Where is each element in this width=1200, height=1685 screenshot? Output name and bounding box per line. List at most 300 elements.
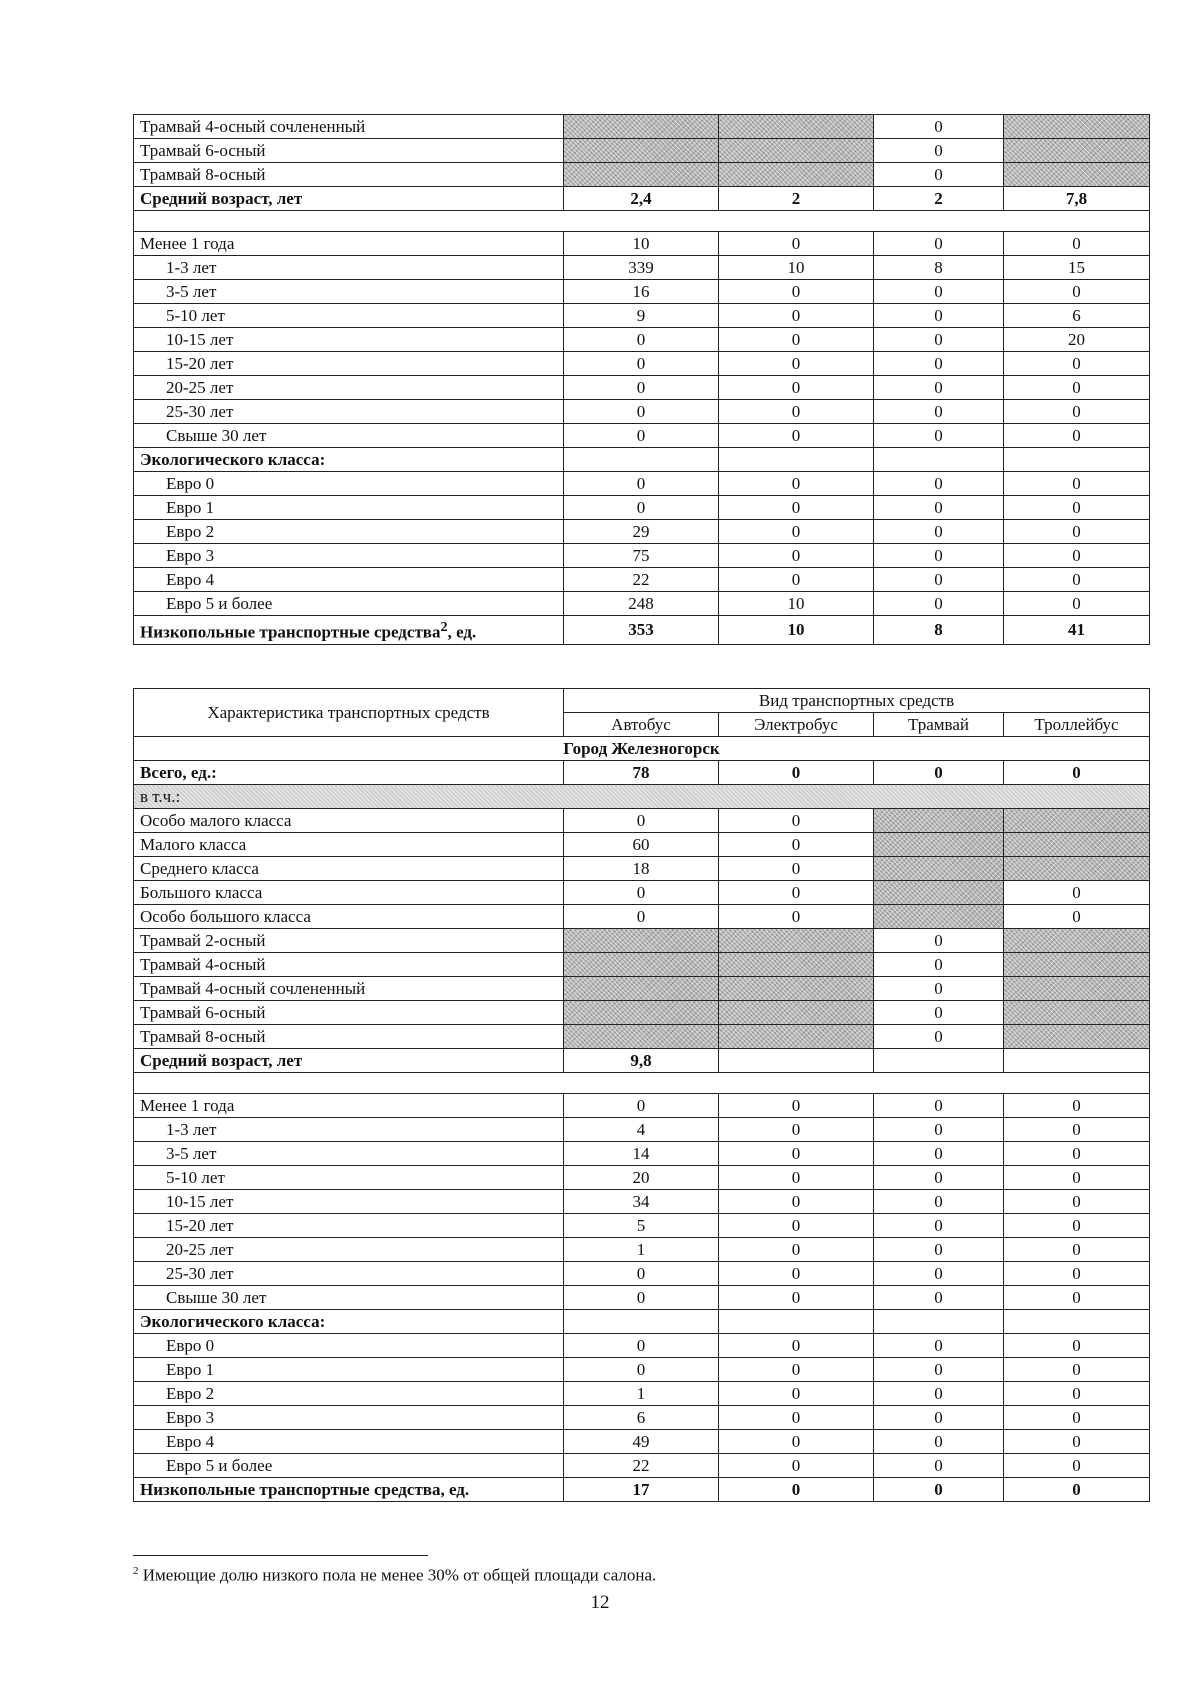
row-label: Среднего класса	[134, 857, 564, 881]
cell-tram: 0	[874, 424, 1004, 448]
empty-cell	[564, 448, 719, 472]
hatched-cell	[1004, 809, 1150, 833]
row-label: Евро 4	[134, 568, 564, 592]
spacer-row	[134, 1073, 1150, 1094]
cell-bus: 0	[564, 809, 719, 833]
table-row	[134, 809, 1150, 833]
cell-bus: 0	[564, 1094, 719, 1118]
cell-ebus: 0	[719, 1094, 874, 1118]
hatched-cell	[874, 833, 1004, 857]
table-row	[134, 1094, 1150, 1118]
cell-tram: 0	[874, 953, 1004, 977]
empty-cell	[1004, 1310, 1150, 1334]
cell-ebus: 0	[719, 1382, 874, 1406]
including-label: в т.ч.:	[134, 785, 1150, 809]
empty-cell	[564, 1310, 719, 1334]
cell-tram: 0	[874, 1286, 1004, 1310]
row-label: Особо большого класса	[134, 905, 564, 929]
cell-ebus: 0	[719, 544, 874, 568]
table-row	[134, 905, 1150, 929]
row-label: Евро 5 и более	[134, 1454, 564, 1478]
table-row	[134, 115, 1150, 139]
cell-bus: 29	[564, 520, 719, 544]
header-ebus: Электробус	[719, 713, 874, 737]
cell-trolley: 15	[1004, 256, 1150, 280]
cell-bus: 18	[564, 857, 719, 881]
cell-ebus: 10	[719, 616, 874, 645]
row-label: Евро 3	[134, 544, 564, 568]
cell-ebus: 0	[719, 1286, 874, 1310]
cell-ebus: 0	[719, 1190, 874, 1214]
cell-trolley: 0	[1004, 352, 1150, 376]
footnote-text: Имеющие долю низкого пола не менее 30% от общей площади салона.	[142, 1565, 657, 1585]
row-label: Низкопольные транспортные средства, ед.	[134, 1478, 564, 1502]
cell-ebus: 0	[719, 472, 874, 496]
cell-ebus: 0	[719, 1478, 874, 1502]
cell-ebus: 0	[719, 424, 874, 448]
row-label: Трамвай 6-осный	[134, 1001, 564, 1025]
row-label: 3-5 лет	[134, 280, 564, 304]
row-label: Средний возраст, лет	[134, 1049, 564, 1073]
hatched-cell	[1004, 929, 1150, 953]
cell-bus: 1	[564, 1382, 719, 1406]
hatched-cell	[564, 115, 719, 139]
table-row	[134, 592, 1150, 616]
cell-tram: 0	[874, 977, 1004, 1001]
hatched-cell	[719, 953, 874, 977]
hatched-cell	[1004, 163, 1150, 187]
cell-trolley: 0	[1004, 1406, 1150, 1430]
cell-tram: 0	[874, 115, 1004, 139]
row-label-lowfloor	[134, 616, 564, 645]
cell-bus: 0	[564, 1286, 719, 1310]
hatched-cell	[719, 1001, 874, 1025]
cell-bus: 9	[564, 304, 719, 328]
cell-tram: 0	[874, 1238, 1004, 1262]
table-row	[134, 568, 1150, 592]
cell-tram: 0	[874, 761, 1004, 785]
cell-tram: 0	[874, 139, 1004, 163]
cell-tram: 0	[874, 1025, 1004, 1049]
row-label: Большого класса	[134, 881, 564, 905]
hatched-cell	[564, 163, 719, 187]
table-row	[134, 376, 1150, 400]
empty-cell	[719, 1310, 874, 1334]
cell-trolley: 0	[1004, 1478, 1150, 1502]
cell-trolley: 0	[1004, 280, 1150, 304]
cell-trolley: 0	[1004, 568, 1150, 592]
table-row	[134, 496, 1150, 520]
cell-trolley: 0	[1004, 1142, 1150, 1166]
table-row	[134, 328, 1150, 352]
cell-tram: 0	[874, 352, 1004, 376]
cell-bus: 78	[564, 761, 719, 785]
row-label: Евро 1	[134, 496, 564, 520]
row-label: Трамвай 4-осный	[134, 953, 564, 977]
cell-ebus: 0	[719, 905, 874, 929]
cell-trolley: 20	[1004, 328, 1150, 352]
cell-bus: 0	[564, 496, 719, 520]
cell-trolley: 0	[1004, 232, 1150, 256]
cell-tram: 0	[874, 1118, 1004, 1142]
row-label: Всего, ед.:	[134, 761, 564, 785]
row-label: Евро 1	[134, 1358, 564, 1382]
cell-bus: 22	[564, 1454, 719, 1478]
cell-bus: 0	[564, 1358, 719, 1382]
cell-bus: 10	[564, 232, 719, 256]
cell-bus: 353	[564, 616, 719, 645]
table-row	[134, 232, 1150, 256]
table2-body	[134, 689, 1150, 1502]
cell-bus: 4	[564, 1118, 719, 1142]
hatched-cell	[1004, 953, 1150, 977]
table-zheleznogorsk	[133, 688, 1150, 1502]
cell-tram: 0	[874, 1334, 1004, 1358]
cell-trolley: 0	[1004, 881, 1150, 905]
row-label: Экологического класса:	[134, 1310, 564, 1334]
hatched-cell	[564, 1025, 719, 1049]
cell-bus: 0	[564, 881, 719, 905]
cell-ebus: 0	[719, 232, 874, 256]
hatched-cell	[719, 115, 874, 139]
table-row	[134, 857, 1150, 881]
page-number: 12	[590, 1592, 610, 1613]
header-bus: Автобус	[564, 713, 719, 737]
table-row-low-floor	[134, 1478, 1150, 1502]
hatched-cell	[874, 809, 1004, 833]
table-row	[134, 1238, 1150, 1262]
hatched-cell	[1004, 139, 1150, 163]
lowfloor-label-text: Низкопольные транспортные средства	[140, 622, 441, 642]
footnote-mark: 2	[133, 1565, 139, 1577]
cell-tram: 0	[874, 376, 1004, 400]
table-row	[134, 256, 1150, 280]
cell-ebus: 0	[719, 328, 874, 352]
table-header-row	[134, 689, 1150, 713]
table-row	[134, 424, 1150, 448]
hatched-cell	[1004, 115, 1150, 139]
cell-tram: 0	[874, 1166, 1004, 1190]
empty-cell	[874, 448, 1004, 472]
cell-bus: 14	[564, 1142, 719, 1166]
cell-bus: 34	[564, 1190, 719, 1214]
spacer-cell	[134, 211, 1150, 232]
cell-tram: 0	[874, 1406, 1004, 1430]
cell-trolley: 0	[1004, 1262, 1150, 1286]
hatched-cell	[564, 953, 719, 977]
table-row	[134, 833, 1150, 857]
row-label: Особо малого класса	[134, 809, 564, 833]
row-label: Евро 5 и более	[134, 592, 564, 616]
table-row	[134, 544, 1150, 568]
hatched-cell	[1004, 857, 1150, 881]
cell-tram: 0	[874, 592, 1004, 616]
hatched-cell	[564, 977, 719, 1001]
cell-tram: 0	[874, 1478, 1004, 1502]
hatched-cell	[719, 139, 874, 163]
cell-tram: 0	[874, 304, 1004, 328]
cell-bus: 2,4	[564, 187, 719, 211]
cell-bus: 0	[564, 905, 719, 929]
row-label: Евро 4	[134, 1430, 564, 1454]
cell-tram: 0	[874, 280, 1004, 304]
row-label: 5-10 лет	[134, 304, 564, 328]
table-row	[134, 139, 1150, 163]
cell-ebus: 0	[719, 1406, 874, 1430]
row-label: 1-3 лет	[134, 1118, 564, 1142]
cell-trolley: 0	[1004, 424, 1150, 448]
table-row	[134, 1286, 1150, 1310]
cell-tram: 0	[874, 328, 1004, 352]
cell-tram: 0	[874, 1262, 1004, 1286]
cell-trolley: 7,8	[1004, 187, 1150, 211]
header-characteristic: Характеристика транспортных средств	[134, 689, 564, 737]
hatched-cell	[874, 857, 1004, 881]
cell-bus: 339	[564, 256, 719, 280]
row-label: Менее 1 года	[134, 232, 564, 256]
cell-trolley: 0	[1004, 1382, 1150, 1406]
cell-ebus: 0	[719, 1358, 874, 1382]
spacer-cell	[134, 1073, 1150, 1094]
cell-tram: 0	[874, 1430, 1004, 1454]
table-row	[134, 1190, 1150, 1214]
city-row	[134, 737, 1150, 761]
hatched-cell	[719, 929, 874, 953]
cell-bus: 9,8	[564, 1049, 719, 1073]
cell-tram: 0	[874, 544, 1004, 568]
cell-trolley: 0	[1004, 496, 1150, 520]
empty-cell	[719, 448, 874, 472]
table-row	[134, 1454, 1150, 1478]
table-row-including	[134, 785, 1150, 809]
hatched-cell	[1004, 1025, 1150, 1049]
spacer-row	[134, 211, 1150, 232]
row-label: 25-30 лет	[134, 400, 564, 424]
row-label: 3-5 лет	[134, 1142, 564, 1166]
cell-tram: 0	[874, 1001, 1004, 1025]
row-label: 15-20 лет	[134, 1214, 564, 1238]
cell-bus: 20	[564, 1166, 719, 1190]
row-label: Малого класса	[134, 833, 564, 857]
cell-tram: 0	[874, 1190, 1004, 1214]
hatched-cell	[1004, 977, 1150, 1001]
cell-trolley: 0	[1004, 472, 1150, 496]
hatched-cell	[1004, 833, 1150, 857]
cell-trolley: 41	[1004, 616, 1150, 645]
empty-cell	[719, 1049, 874, 1073]
table-row-average-age	[134, 187, 1150, 211]
cell-trolley: 0	[1004, 1334, 1150, 1358]
table-row	[134, 1358, 1150, 1382]
row-label: 20-25 лет	[134, 376, 564, 400]
footnote	[133, 1565, 656, 1586]
city-name: Город Железногорск	[134, 737, 1150, 761]
cell-ebus: 0	[719, 1262, 874, 1286]
table-row	[134, 1262, 1150, 1286]
cell-ebus: 0	[719, 400, 874, 424]
cell-tram: 0	[874, 232, 1004, 256]
row-label: Евро 2	[134, 1382, 564, 1406]
cell-trolley: 0	[1004, 544, 1150, 568]
cell-tram: 0	[874, 1454, 1004, 1478]
cell-ebus: 0	[719, 1118, 874, 1142]
table-row	[134, 953, 1150, 977]
cell-bus: 248	[564, 592, 719, 616]
hatched-cell	[564, 139, 719, 163]
cell-ebus: 0	[719, 833, 874, 857]
cell-ebus: 0	[719, 304, 874, 328]
cell-ebus: 10	[719, 256, 874, 280]
table-row	[134, 163, 1150, 187]
row-label: 10-15 лет	[134, 328, 564, 352]
row-label: Свыше 30 лет	[134, 1286, 564, 1310]
table1-body	[134, 115, 1150, 645]
table-row-eco-header	[134, 448, 1150, 472]
cell-tram: 0	[874, 163, 1004, 187]
table-row	[134, 400, 1150, 424]
cell-ebus: 0	[719, 496, 874, 520]
row-label: Экологического класса:	[134, 448, 564, 472]
cell-tram: 0	[874, 1382, 1004, 1406]
table-row	[134, 1214, 1150, 1238]
hatched-cell	[564, 929, 719, 953]
cell-tram: 0	[874, 1214, 1004, 1238]
table-row	[134, 1142, 1150, 1166]
cell-tram: 8	[874, 616, 1004, 645]
table-row-average-age	[134, 1049, 1150, 1073]
table-row	[134, 1166, 1150, 1190]
cell-tram: 2	[874, 187, 1004, 211]
cell-tram: 0	[874, 496, 1004, 520]
row-label: Средний возраст, лет	[134, 187, 564, 211]
cell-ebus: 0	[719, 1166, 874, 1190]
table-row	[134, 520, 1150, 544]
cell-ebus: 0	[719, 1334, 874, 1358]
cell-bus: 60	[564, 833, 719, 857]
table-row	[134, 1025, 1150, 1049]
cell-trolley: 0	[1004, 400, 1150, 424]
cell-trolley: 0	[1004, 905, 1150, 929]
cell-ebus: 0	[719, 352, 874, 376]
hatched-cell	[564, 1001, 719, 1025]
table-row	[134, 1430, 1150, 1454]
cell-trolley: 0	[1004, 1358, 1150, 1382]
row-label: 20-25 лет	[134, 1238, 564, 1262]
cell-bus: 0	[564, 376, 719, 400]
cell-trolley: 0	[1004, 376, 1150, 400]
cell-ebus: 0	[719, 520, 874, 544]
table-row	[134, 881, 1150, 905]
table-row	[134, 304, 1150, 328]
row-label: Евро 2	[134, 520, 564, 544]
cell-trolley: 6	[1004, 304, 1150, 328]
header-vehicle-kind: Вид транспортных средств	[564, 689, 1150, 713]
cell-ebus: 10	[719, 592, 874, 616]
table-row	[134, 1334, 1150, 1358]
table-row	[134, 352, 1150, 376]
row-label: Трамвай 4-осный сочлененный	[134, 977, 564, 1001]
cell-bus: 0	[564, 472, 719, 496]
lowfloor-label-suffix: , ед.	[447, 622, 477, 642]
cell-bus: 0	[564, 1334, 719, 1358]
hatched-cell	[874, 881, 1004, 905]
hatched-cell	[1004, 1001, 1150, 1025]
hatched-cell	[719, 977, 874, 1001]
row-label: 10-15 лет	[134, 1190, 564, 1214]
row-label: Трамвай 4-осный сочлененный	[134, 115, 564, 139]
cell-ebus: 0	[719, 280, 874, 304]
table-continuation	[133, 114, 1150, 645]
cell-trolley: 0	[1004, 1286, 1150, 1310]
row-label: Евро 3	[134, 1406, 564, 1430]
row-label: Трамвай 6-осный	[134, 139, 564, 163]
cell-ebus: 0	[719, 881, 874, 905]
cell-tram: 0	[874, 1358, 1004, 1382]
cell-trolley: 0	[1004, 1214, 1150, 1238]
cell-trolley: 0	[1004, 1454, 1150, 1478]
row-label: 5-10 лет	[134, 1166, 564, 1190]
cell-bus: 16	[564, 280, 719, 304]
table-row	[134, 1382, 1150, 1406]
cell-tram: 0	[874, 929, 1004, 953]
cell-ebus: 0	[719, 1214, 874, 1238]
cell-bus: 49	[564, 1430, 719, 1454]
table-row	[134, 1001, 1150, 1025]
table-row	[134, 929, 1150, 953]
footnote-divider	[133, 1555, 428, 1556]
hatched-cell	[719, 163, 874, 187]
cell-bus: 75	[564, 544, 719, 568]
cell-ebus: 0	[719, 376, 874, 400]
cell-ebus: 0	[719, 1142, 874, 1166]
table-row	[134, 1406, 1150, 1430]
cell-trolley: 0	[1004, 1166, 1150, 1190]
cell-trolley: 0	[1004, 1118, 1150, 1142]
table-row	[134, 472, 1150, 496]
empty-cell	[1004, 448, 1150, 472]
cell-bus: 0	[564, 424, 719, 448]
row-label: Свыше 30 лет	[134, 424, 564, 448]
row-label: Трамвай 8-осный	[134, 163, 564, 187]
header-trolley: Троллейбус	[1004, 713, 1150, 737]
row-label: Евро 0	[134, 472, 564, 496]
table-row	[134, 977, 1150, 1001]
cell-tram: 0	[874, 1094, 1004, 1118]
cell-ebus: 0	[719, 1454, 874, 1478]
row-label: 1-3 лет	[134, 256, 564, 280]
cell-tram: 0	[874, 1142, 1004, 1166]
cell-tram: 0	[874, 520, 1004, 544]
empty-cell	[874, 1310, 1004, 1334]
cell-trolley: 0	[1004, 1430, 1150, 1454]
cell-bus: 0	[564, 328, 719, 352]
footnote-ref: 2	[440, 619, 448, 635]
cell-bus: 1	[564, 1238, 719, 1262]
cell-trolley: 0	[1004, 520, 1150, 544]
hatched-cell	[719, 1025, 874, 1049]
cell-bus: 6	[564, 1406, 719, 1430]
row-label: 25-30 лет	[134, 1262, 564, 1286]
cell-ebus: 0	[719, 1238, 874, 1262]
cell-bus: 17	[564, 1478, 719, 1502]
cell-tram: 0	[874, 400, 1004, 424]
row-label: 15-20 лет	[134, 352, 564, 376]
cell-trolley: 0	[1004, 1094, 1150, 1118]
table-row-total	[134, 761, 1150, 785]
cell-tram: 0	[874, 472, 1004, 496]
cell-ebus: 0	[719, 1430, 874, 1454]
cell-trolley: 0	[1004, 1190, 1150, 1214]
